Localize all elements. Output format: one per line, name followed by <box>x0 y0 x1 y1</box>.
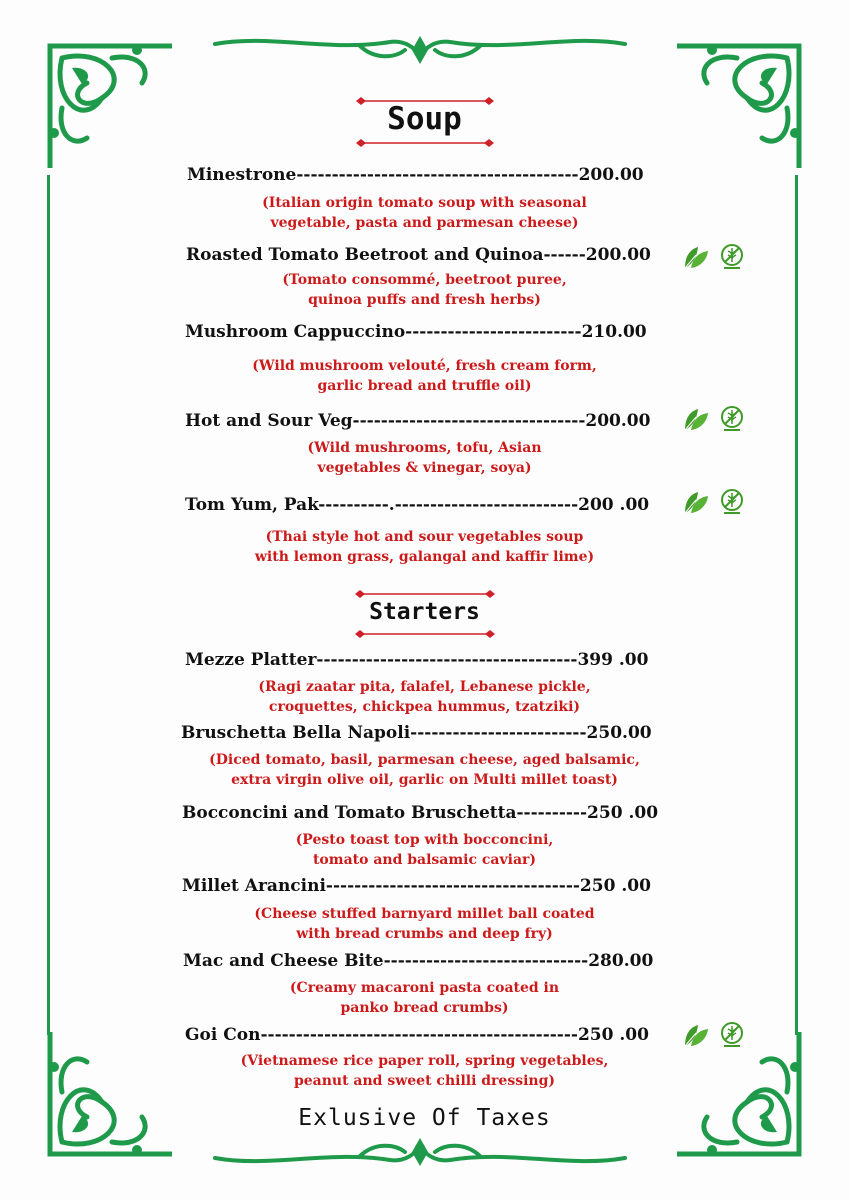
vegan-leaf-icon <box>682 405 710 433</box>
vegan-leaf-icon <box>682 1021 710 1049</box>
menu-item-line: Roasted Tomato Beetroot and Quinoa------200.00 <box>186 245 651 265</box>
gluten-free-icon <box>718 488 746 516</box>
menu-item-description-line-2: panko bread crumbs) <box>340 1000 509 1016</box>
menu-item-description-line-1: (Wild mushrooms, tofu, Asian <box>307 440 542 456</box>
gluten-free-icon <box>718 405 746 433</box>
vegan-leaf-icon <box>682 243 710 271</box>
starters-title: Starters <box>369 599 480 625</box>
menu-item-description-line-1: (Diced tomato, basil, parmesan cheese, aged balsamic, <box>209 752 640 768</box>
menu-item-description-line-2: garlic bread and truffle oil) <box>317 378 532 394</box>
taxes-note: Exlusive Of Taxes <box>298 1105 551 1131</box>
menu-item-line: Hot and Sour Veg---------------------------------200.00 <box>185 411 651 431</box>
menu-item-description-line-2: vegetables & vinegar, soya) <box>317 460 532 476</box>
vegan-leaf-icon <box>682 488 710 516</box>
menu-item-line: Mushroom Cappuccino-------------------------210.00 <box>185 322 647 342</box>
starters-title-top-rule <box>355 589 495 599</box>
soup-title: Soup <box>387 101 462 137</box>
menu-item-description-line-2: vegetable, pasta and parmesan cheese) <box>270 215 579 231</box>
menu-item-description-line-1: (Tomato consommé, beetroot puree, <box>282 272 567 288</box>
top-flourish-ornament <box>210 30 630 70</box>
menu-item-description-line-1: (Cheese stuffed barnyard millet ball coated <box>254 906 595 922</box>
menu-item-line: Millet Arancini------------------------------------250 .00 <box>182 876 651 896</box>
menu-item-description-line-2: with lemon grass, galangal and kaffir lime) <box>254 549 595 565</box>
menu-item-line: Mezze Platter-------------------------------------399 .00 <box>185 650 649 670</box>
menu-item-description-line-2: with bread crumbs and deep fry) <box>296 926 553 942</box>
menu-item-line: Mac and Cheese Bite-----------------------------280.00 <box>183 951 654 971</box>
menu-item-line: Bruschetta Bella Napoli-------------------------250.00 <box>181 723 652 743</box>
menu-item-description-line-2: peanut and sweet chilli dressing) <box>293 1073 556 1089</box>
menu-item-description-line-1: (Wild mushroom velouté, fresh cream form, <box>252 358 597 374</box>
dietary-badges <box>682 488 746 516</box>
menu-item-description-line-1: (Pesto toast top with bocconcini, <box>295 832 554 848</box>
menu-item-description-line-1: (Vietnamese rice paper roll, spring vegetables, <box>240 1053 609 1069</box>
dietary-badges <box>682 405 746 433</box>
menu-item-line: Tom Yum, Pak----------.--------------------------200 .00 <box>185 495 650 515</box>
menu-item-description-line-2: quinoa puffs and fresh herbs) <box>308 292 541 308</box>
starters-title-bottom-rule <box>355 629 495 639</box>
soup-title-bottom-rule <box>356 138 494 148</box>
gluten-free-icon <box>718 243 746 271</box>
menu-item-description-line-1: (Creamy macaroni pasta coated in <box>289 980 560 996</box>
menu-item-description-line-1: (Italian origin tomato soup with seasonal <box>262 195 587 211</box>
dietary-badges <box>682 243 746 271</box>
menu-item-description-line-2: tomato and balsamic caviar) <box>312 852 537 868</box>
menu-item-description-line-2: extra virgin olive oil, garlic on Multi millet toast) <box>231 772 618 788</box>
menu-item-line: Goi Con---------------------------------------------250 .00 <box>185 1025 649 1045</box>
gluten-free-icon <box>718 1021 746 1049</box>
menu-item-description-line-2: croquettes, chickpea hummus, tzatziki) <box>268 699 581 715</box>
menu-item-description-line-1: (Ragi zaatar pita, falafel, Lebanese pickle, <box>258 679 591 695</box>
dietary-badges <box>682 1021 746 1049</box>
bottom-flourish-ornament <box>210 1132 630 1172</box>
menu-item-description-line-1: (Thai style hot and sour vegetables soup <box>265 529 584 545</box>
menu-item-line: Bocconcini and Tomato Bruschetta----------250 .00 <box>182 803 659 823</box>
menu-item-line: Minestrone----------------------------------------200.00 <box>187 165 644 185</box>
